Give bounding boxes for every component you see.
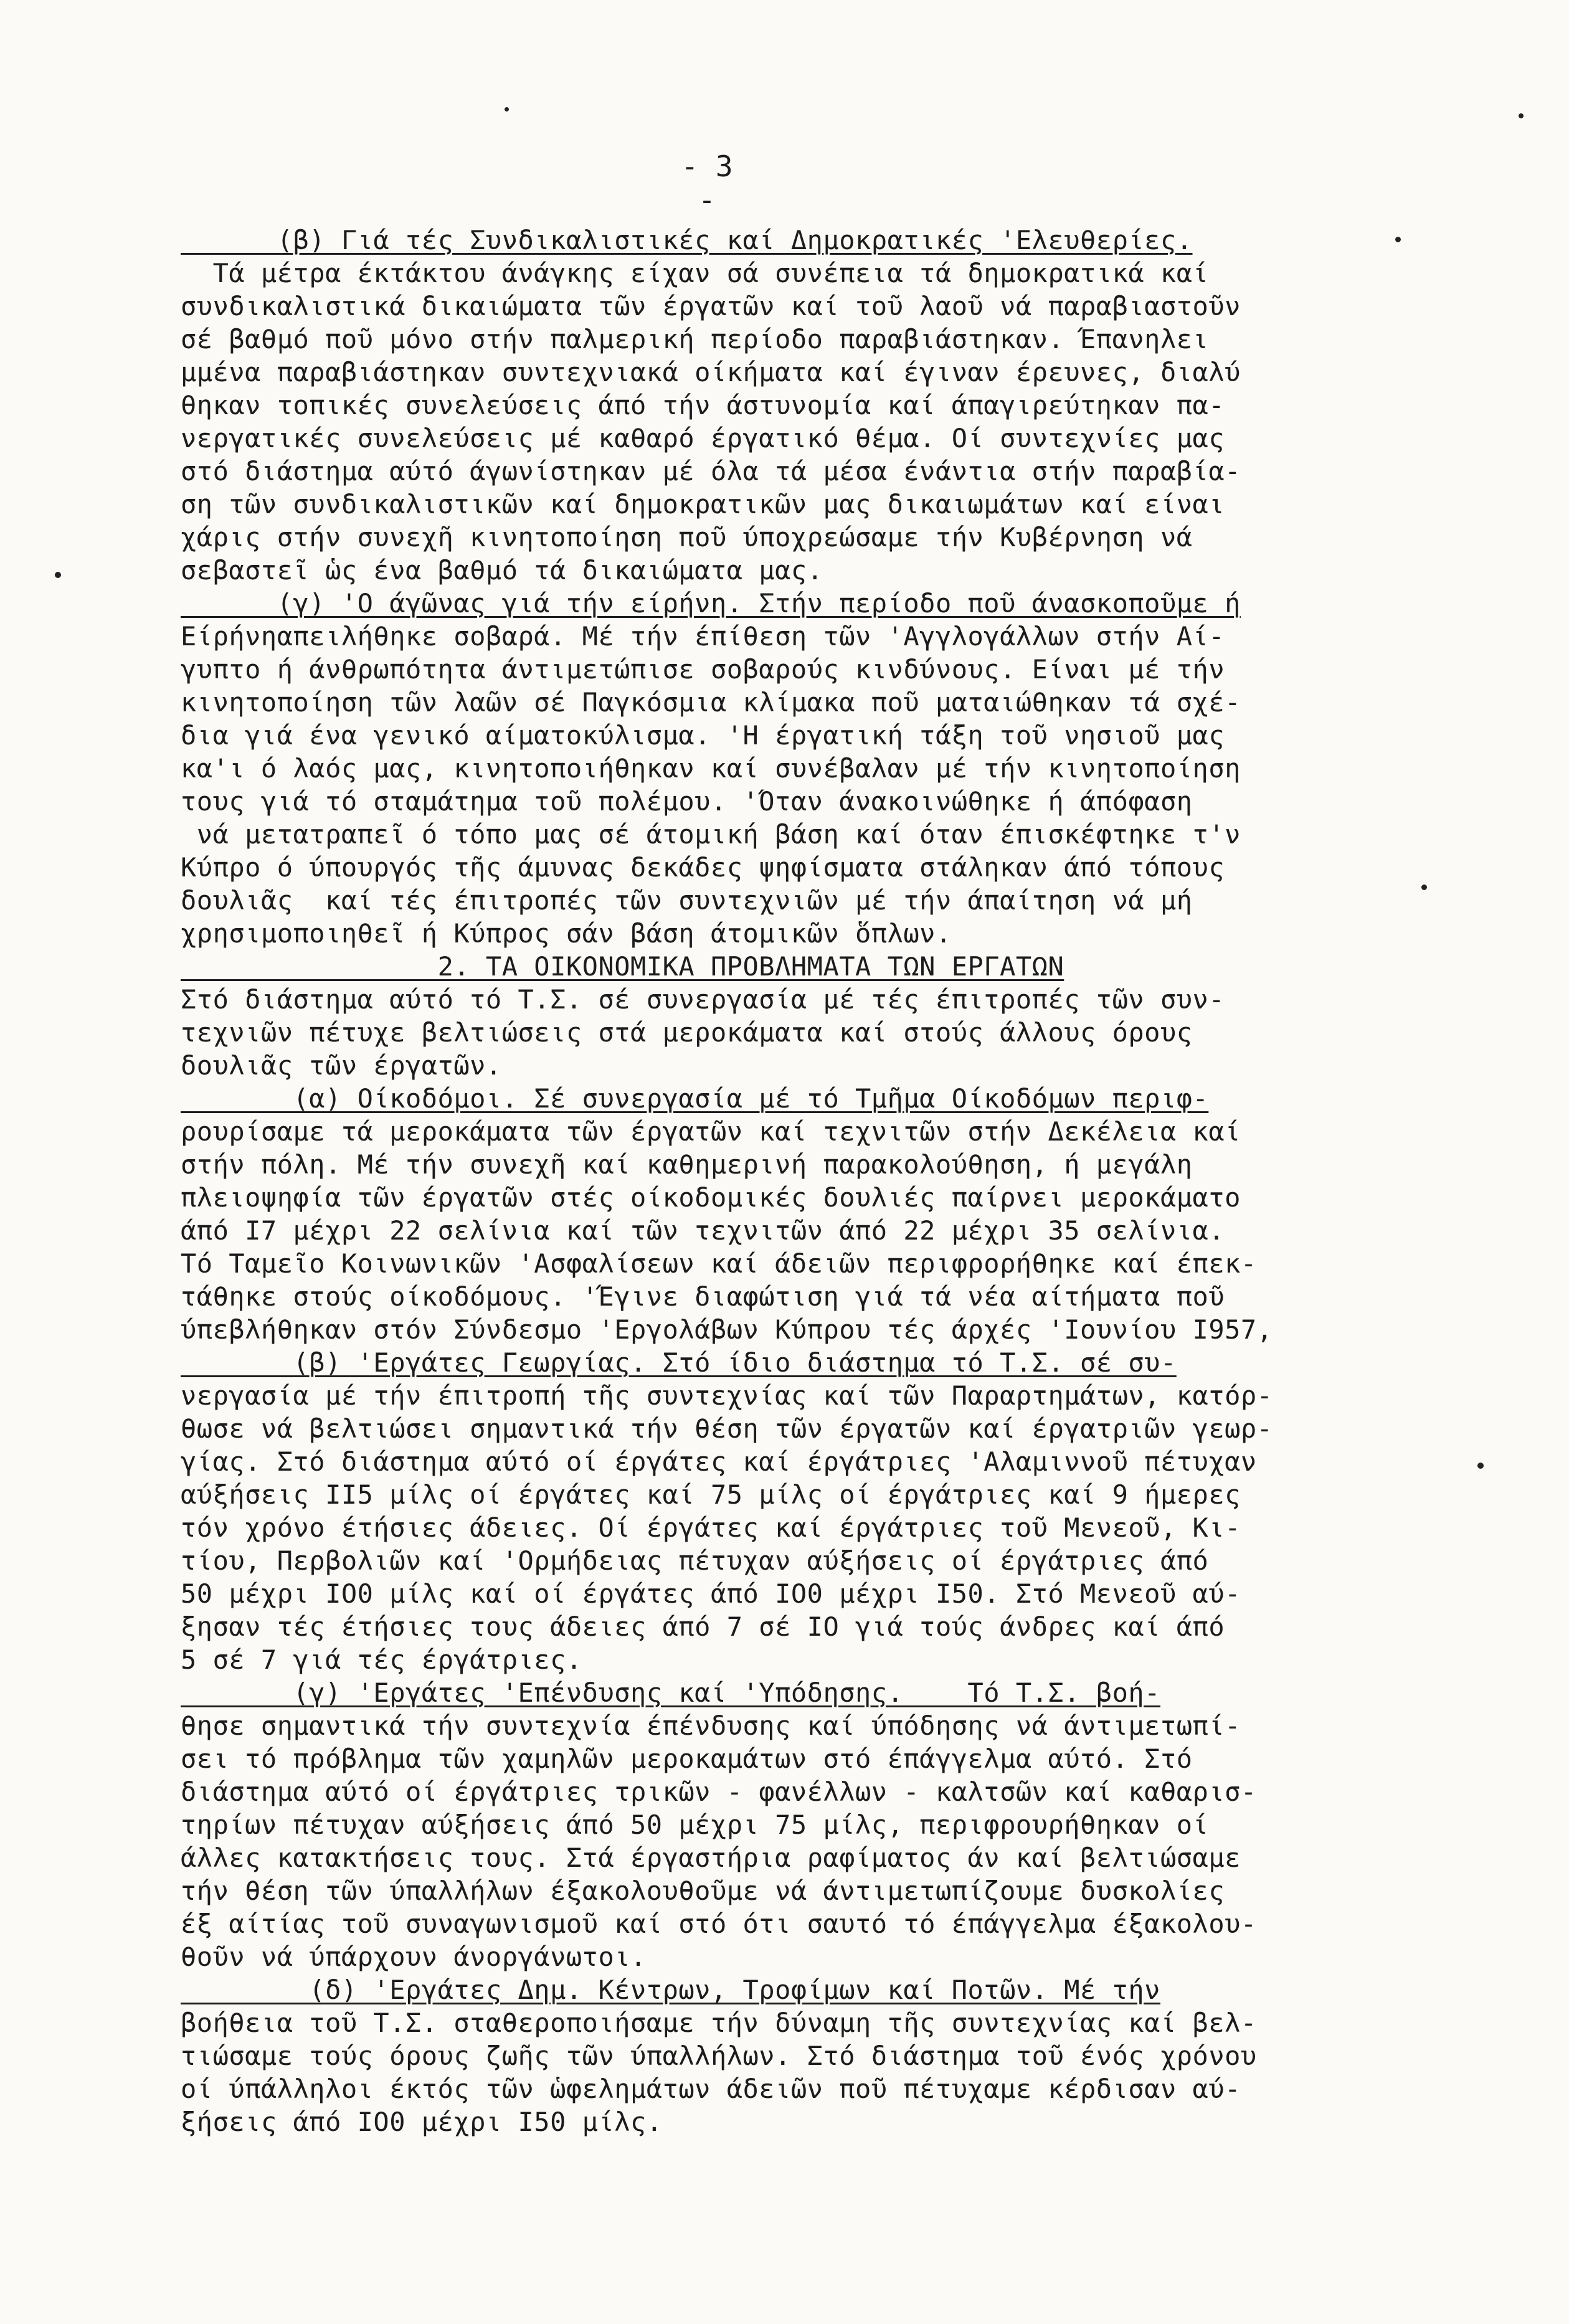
ink-speck [1519,113,1524,118]
ink-speck [505,107,509,111]
text-line: βοήθεια τοῦ Τ.Σ. σταθεροποιήσαμε τήν δύναμη τῆς συντεχνίας καί βελ- [181,2008,1257,2038]
text-line: (γ) 'Εργάτες 'Επένδυσης καί 'Υπόδησης. Τό Τ.Σ. βοή- [181,1677,1160,1708]
text-line: νά μετατραπεῖ ό τόπο μας σέ άτομική βάση καί όταν έπισκέφτηκε τ'ν [181,819,1241,850]
text-line: άπό Ι7 μέχρι 22 σελίνια καί τῶν τεχνιτῶν άπό 22 μέχρι 35 σελίνια. [181,1215,1225,1246]
text-line: ύπεβλήθηκαν στόν Σύνδεσμο 'Εργολάβων Κύπρου τές άρχές 'Ιουνίου Ι957, [181,1314,1273,1345]
text-line: 2. ΤΑ ΟΙΚΟΝΟΜΙΚΑ ΠΡΟΒΛΗΜΑΤΑ ΤΩΝ ΕΡΓΑΤΩΝ [181,951,1064,982]
text-line: θωσε νά βελτιώσει σημαντικά τήν θέση τῶν έργατῶν καί έργατριῶν γεωρ- [181,1413,1273,1444]
text-line: στήν πόλη. Μέ τήν συνεχῆ καί καθημερινή παρακολούθηση, ή μεγάλη [181,1149,1193,1180]
text-line: δουλιᾶς τῶν έργατῶν. [181,1050,502,1081]
text-line: ρουρίσαμε τά μεροκάματα τῶν έργατῶν καί τεχνιτῶν στήν Δεκέλεια καί [181,1116,1241,1147]
text-line: σεβαστεῖ ὡς ένα βαθμό τά δικαιώματα μας. [181,555,823,586]
text-line: τίου, Περβολιῶν καί 'Ορμήδειας πέτυχαν αύξήσεις οί έργάτριες άπό [181,1545,1209,1576]
text-line: Στό διάστημα αύτό τό Τ.Σ. σέ συνεργασία μέ τές έπιτροπές τῶν συν- [181,984,1225,1015]
text-line: οί ύπάλληλοι έκτός τῶν ὡφελημάτων άδειῶν ποῦ πέτυχαμε κέρδισαν αύ- [181,2074,1241,2104]
text-line: (γ) 'Ο άγῶνας γιά τήν είρήνη. Στήν περίοδο ποῦ άνασκοποῦμε ή [181,588,1241,619]
text-line: τεχνιῶν πέτυχε βελτιώσεις στά μεροκάματα καί στούς άλλους όρους [181,1017,1193,1048]
ink-speck [1477,1463,1484,1469]
text-line: πλειοψηφία τῶν έργατῶν στές οίκοδομικές δουλιές παίρνει μεροκάματο [181,1182,1241,1213]
text-line: τους γιά τό σταμάτημα τοῦ πολέμου. 'Όταν άνακοινώθηκε ή άπόφαση [181,786,1193,817]
text-line: τάθηκε στούς οίκοδόμους. 'Έγινε διαφώτιση γιά τά νέα αίτήματα ποῦ [181,1281,1225,1312]
text-line: 50 μέχρι ΙΟ0 μίλς καί οί έργάτες άπό ΙΟ0 μέχρι Ι50. Στό Μενεοῦ αύ- [181,1578,1241,1609]
text-line: Τά μέτρα έκτάκτου άνάγκης είχαν σά συνέπεια τά δημοκρατικά καί [181,258,1209,288]
text-line: χάρις στήν συνεχῆ κινητοποίηση ποῦ ύποχρεώσαμε τήν Κυβέρνηση νά [181,522,1193,553]
text-line: Τό Ταμεῖο Κοινωνικῶν 'Ασφαλίσεων καί άδειῶν περιφρορήθηκε καί έπεκ- [181,1248,1257,1279]
text-line: αύξήσεις ΙΙ5 μίλς οί έργάτες καί 75 μίλς οί έργάτριες καί 9 ήμερες [181,1479,1241,1510]
text-line: διάστημα αύτό οί έργάτριες τρικῶν - φανέλλων - καλτσῶν καί καθαρισ- [181,1776,1257,1807]
text-line: 5 σέ 7 γιά τές έργάτριες. [181,1644,582,1675]
text-line: δουλιᾶς καί τές έπιτροπές τῶν συντεχνιῶν μέ τήν άπαίτηση νά μή [181,885,1193,916]
text-line: συνδικαλιστικά δικαιώματα τῶν έργατῶν καί τοῦ λαοῦ νά παραβιαστοῦν [181,291,1241,321]
text-line: δια γιά ένα γενικό αίματοκύλισμα. 'Η έργατική τάξη τοῦ νησιοῦ μας [181,720,1225,751]
text-line: θησε σημαντικά τήν συντεχνία έπένδυσης καί ύπόδησης νά άντιμετωπί- [181,1710,1241,1741]
text-line: τηρίων πέτυχαν αύξήσεις άπό 50 μέχρι 75 μίλς, περιφρουρήθηκαν οί [181,1809,1209,1840]
text-line: θηκαν τοπικές συνελεύσεις άπό τήν άστυνομία καί άπαγιρεύτηκαν πα- [181,390,1225,420]
text-line: χρησιμοποιηθεῖ ή Κύπρος σάν βάση άτομικῶν ὅπλων. [181,918,952,949]
ink-speck [1395,237,1401,242]
text-line: σέ βαθμό ποῦ μόνο στήν παλμερική περίοδο παραβιάστηκαν. Έπανηλει [181,324,1209,354]
text-line: γυπτο ή άνθρωπότητα άντιμετώπισε σοβαρούς κινδύνους. Είναι μέ τήν [181,654,1225,685]
text-line: έξ αίτίας τοῦ συναγωνισμοῦ καί στό ότι σαυτό τό έπάγγελμα έξακολου- [181,1909,1257,1939]
text-line: θοῦν νά ύπάρχουν άνοργάνωτοι. [181,1942,647,1972]
text-line: (δ) 'Εργάτες Δημ. Κέντρων, Τροφίμων καί Ποτῶν. Μέ τήν [181,1975,1160,2005]
page-number: - 3 - [681,149,733,217]
text-line: Κύπρο ό ύπουργός τῆς άμυνας δεκάδες ψηφίσματα στάληκαν άπό τόπους [181,852,1225,883]
text-line: γίας. Στό διάστημα αύτό οί έργάτες καί έργάτριες 'Αλαμιννοῦ πέτυχαν [181,1446,1257,1477]
text-line: (α) Οίκοδόμοι. Σέ συνεργασία μέ τό Τμῆμα Οίκοδόμων περιφ- [181,1083,1209,1114]
text-line: κα'ι ό λαός μας, κινητοποιήθηκαν καί συνέβαλαν μέ τήν κινητοποίηση [181,753,1241,784]
text-line: σει τό πρόβλημα τῶν χαμηλῶν μεροκαμάτων στό έπάγγελμα αύτό. Στό [181,1743,1193,1774]
text-line: νεργατικές συνελεύσεις μέ καθαρό έργατικό θέμα. Οί συντεχνίες μας [181,423,1225,453]
text-line: τόν χρόνο έτήσιες άδειες. Οί έργάτες καί έργάτριες τοῦ Μενεοῦ, Κι- [181,1512,1241,1543]
text-line: κινητοποίηση τῶν λαῶν σέ Παγκόσμια κλίμακα ποῦ ματαιώθηκαν τά σχέ- [181,687,1241,718]
text-line: άλλες κατακτήσεις τους. Στά έργαστήρια ραφίματος άν καί βελτιώσαμε [181,1843,1241,1873]
text-line: τιώσαμε τούς όρους ζωῆς τῶν ύπαλλήλων. Στό διάστημα τοῦ ένός χρόνου [181,2041,1257,2071]
text-line: ξησαν τές έτήσιες τους άδειες άπό 7 σέ ΙΟ γιά τούς άνδρες καί άπό [181,1611,1225,1642]
text-line: νεργασία μέ τήν έπιτροπή τῆς συντεχνίας καί τῶν Παραρτημάτων, κατόρ- [181,1380,1273,1411]
text-line: (β) 'Εργάτες Γεωργίας. Στό ίδιο διάστημα τό Τ.Σ. σέ συ- [181,1347,1177,1378]
text-line: στό διάστημα αύτό άγωνίστηκαν μέ όλα τά μέσα ένάντια στήν παραβία- [181,456,1241,486]
ink-speck [1421,885,1427,890]
text-line: μμένα παραβιάστηκαν συντεχνιακά οίκήματα καί έγιναν έρευνες, διαλύ [181,357,1241,387]
text-line: ξήσεις άπό ΙΟ0 μέχρι Ι50 μίλς. [181,2107,663,2137]
text-line: Είρήνηαπειλήθηκε σοβαρά. Μέ τήν έπίθεση τῶν 'Αγγλογάλλων στήν Αί- [181,621,1225,652]
text-line: (β) Γιά τές Συνδικαλιστικές καί Δημοκρατικές 'Ελευθερίες. [181,225,1193,255]
text-line: τήν θέση τῶν ύπαλλήλων έξακολουθοῦμε νά άντιμετωπίζουμε δυσκολίες [181,1876,1225,1906]
text-line: ση τῶν συνδικαλιστικῶν καί δημοκρατικῶν μας δικαιωμάτων καί είναι [181,489,1225,519]
ink-speck [55,572,61,578]
